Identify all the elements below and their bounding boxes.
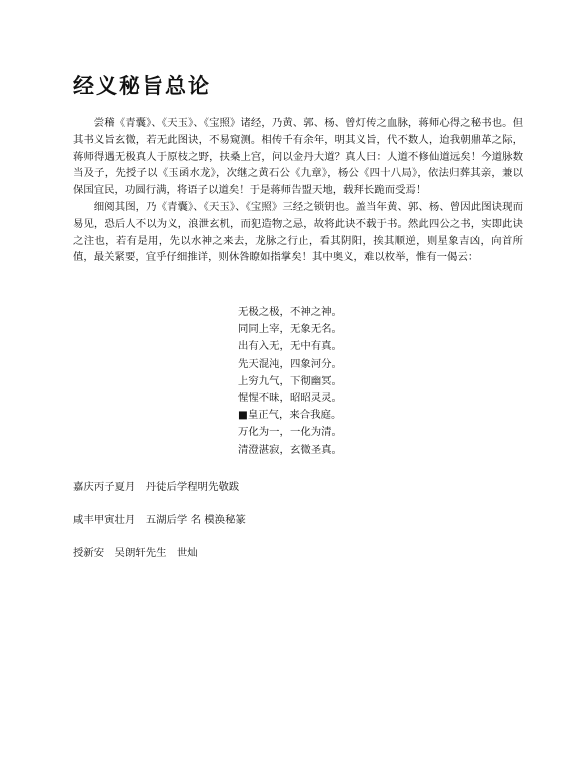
signature-line-2: 咸丰甲寅壮月 五湖后学 名 模涣秘篆	[73, 514, 246, 526]
verse-line: 出有入无，无中有真。	[238, 340, 342, 353]
verse-line: ■皇正气，来合我庭。	[238, 409, 342, 422]
verse-line: 惺惺不昧，昭昭灵灵。	[238, 392, 342, 405]
page-title: 经义秘旨总论	[73, 74, 211, 98]
verse-line: 清澄湛寂，玄微圣真。	[238, 443, 342, 456]
verse-line: 先天混沌，四象河分。	[238, 357, 342, 370]
verse-line: 上穷九气，下彻幽冥。	[238, 374, 342, 387]
verse-block	[238, 304, 342, 459]
body-text	[73, 115, 523, 266]
signature-line-1: 嘉庆丙子夏月 丹徒后学程明先敬跋	[73, 481, 240, 493]
verse-line: 无极之极，不神之神。	[238, 306, 342, 318]
paragraph-2: 细阅其图，乃《青囊》、《天玉》、《宝照》三经之锁钥也。盖当年黄、郭、杨、曾因此图诀现而易见，恐后人不以为义，浪泄玄机，而犯造物之忌，故将此诀不载于书。然此四公之书，实即此诀之注也，若有是用，先以水神之来去，龙脉之行止，看其阴阳，挨其顺逆，则星象吉凶，向首所值，最关紧要，宜乎仔细推详，则休咎瞭如指掌矣！其中奥义，难以枚举，惟有一偈云：	[73, 200, 523, 264]
paragraph-1: 尝稽《青囊》、《天玉》、《宝照》诸经，乃黄、郭、杨、曾灯传之血脉，蒋师心得之秘书也。但其书义旨玄微，若无此图诀，不易窥测。相传千有余年，明其义旨，代不数人，迨我朝鼎革之际，蒋师得遇无极真人于原枝之野，扶桑上宫，问以金丹大道？真人曰：人道不修仙道远矣！今道脉数当及子，先授子以《玉函水龙》，次继之黄石公《九章》，杨公《四十八局》，依法归葬其亲，兼以保国宜民，功圆行满，将语子以道矣！于是蒋师告盟天地，载拜长跪而受焉！	[73, 117, 523, 197]
signature-line-3: 授新安 吴朗轩先生 世灿	[73, 547, 198, 559]
verse-line: 同同上宰，无象无名。	[238, 323, 342, 336]
verse-line: 万化为一，一化为清。	[238, 426, 342, 439]
